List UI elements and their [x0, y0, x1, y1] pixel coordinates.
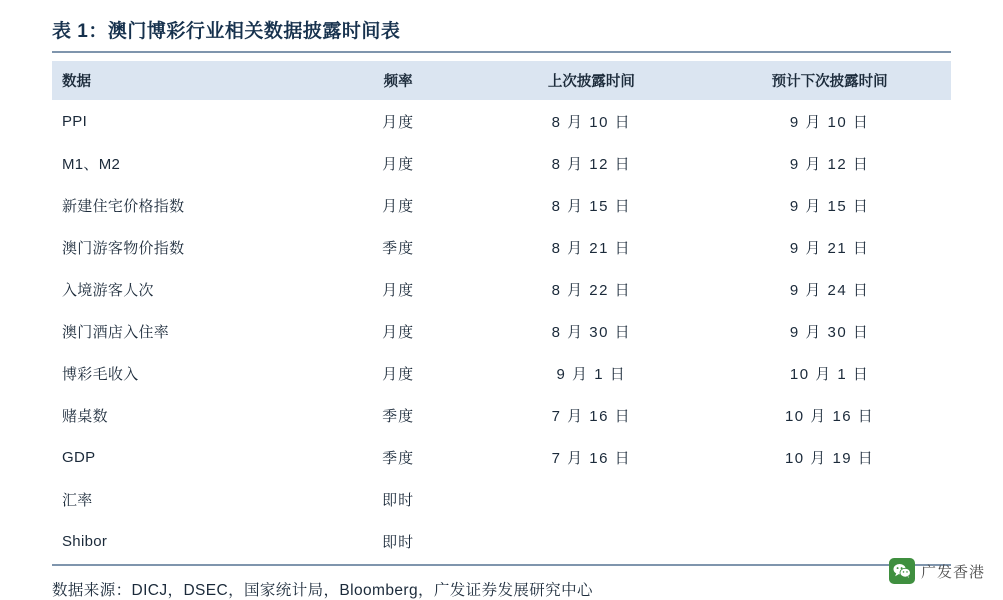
cell-frequency: 月度	[382, 365, 415, 383]
cell-name: 新建住宅价格指数	[62, 197, 185, 215]
cell-name: PPI	[62, 112, 88, 130]
column-header-frequency: 频率	[322, 61, 475, 100]
table-row	[52, 268, 951, 310]
title-divider	[52, 51, 951, 53]
cell-last-release: 8 月 10 日	[551, 113, 632, 131]
table-row	[52, 394, 951, 436]
cell-next-release: 10 月 16 日	[784, 407, 875, 425]
cell-last-release: 7 月 16 日	[551, 407, 632, 425]
table-row	[52, 226, 951, 268]
table-row	[52, 310, 951, 352]
cell-next-release	[708, 520, 951, 562]
table-row	[52, 100, 951, 142]
table-row	[52, 436, 951, 478]
watermark-label: 广发香港	[920, 563, 985, 581]
source-note: 数据来源：DICJ，DSEC，国家统计局，Bloomberg，广发证券发展研究中心	[52, 582, 593, 599]
cell-next-release: 9 月 15 日	[789, 197, 870, 215]
cell-last-release: 8 月 15 日	[551, 197, 632, 215]
cell-next-release: 9 月 24 日	[789, 281, 870, 299]
table-row	[52, 184, 951, 226]
cell-frequency: 月度	[382, 281, 415, 299]
title-block	[52, 0, 951, 61]
table-row	[52, 352, 951, 394]
cell-next-release: 9 月 30 日	[789, 323, 870, 341]
cell-frequency: 即时	[382, 533, 415, 551]
cell-next-release: 9 月 12 日	[789, 155, 870, 173]
cell-last-release: 8 月 21 日	[551, 239, 632, 257]
column-header-name: 数据	[52, 61, 322, 100]
cell-name: 入境游客人次	[62, 281, 154, 299]
column-header-last-release: 上次披露时间	[475, 61, 709, 100]
cell-last-release: 7 月 16 日	[551, 449, 632, 467]
table-row	[52, 520, 951, 562]
table-body	[52, 100, 951, 562]
cell-frequency: 月度	[382, 323, 415, 341]
cell-frequency: 季度	[382, 407, 415, 425]
cell-name: 博彩毛收入	[62, 365, 139, 383]
table-row	[52, 142, 951, 184]
cell-last-release: 8 月 12 日	[551, 155, 632, 173]
cell-last-release: 9 月 1 日	[556, 365, 627, 383]
wechat-icon	[889, 558, 915, 584]
cell-name: GDP	[62, 448, 96, 466]
cell-frequency: 月度	[382, 155, 415, 173]
cell-frequency: 季度	[382, 449, 415, 467]
cell-next-release: 10 月 1 日	[789, 365, 870, 383]
column-header-next-release: 预计下次披露时间	[708, 61, 951, 100]
cell-name: 赌桌数	[62, 407, 108, 425]
cell-next-release: 9 月 21 日	[789, 239, 870, 257]
cell-last-release: 8 月 22 日	[551, 281, 632, 299]
cell-last-release	[475, 520, 709, 562]
cell-frequency: 即时	[382, 491, 415, 509]
cell-frequency: 月度	[382, 197, 415, 215]
cell-next-release: 9 月 10 日	[789, 113, 870, 131]
cell-frequency: 月度	[382, 113, 415, 131]
cell-frequency: 季度	[382, 239, 415, 257]
cell-last-release: 8 月 30 日	[551, 323, 632, 341]
cell-next-release	[708, 478, 951, 520]
table-header-row	[52, 61, 951, 100]
cell-name: 澳门酒店入住率	[62, 323, 170, 341]
cell-next-release: 10 月 19 日	[784, 449, 875, 467]
table-header	[52, 61, 951, 100]
page-title: 表 1：澳门博彩行业相关数据披露时间表	[52, 21, 401, 42]
cell-name: Shibor	[62, 532, 108, 550]
cell-last-release	[475, 478, 709, 520]
table-row	[52, 478, 951, 520]
cell-name: M1、M2	[62, 155, 121, 173]
cell-name: 汇率	[62, 491, 93, 509]
watermark-badge	[889, 558, 985, 584]
cell-name: 澳门游客物价指数	[62, 239, 185, 257]
disclosure-schedule-table	[52, 61, 951, 562]
